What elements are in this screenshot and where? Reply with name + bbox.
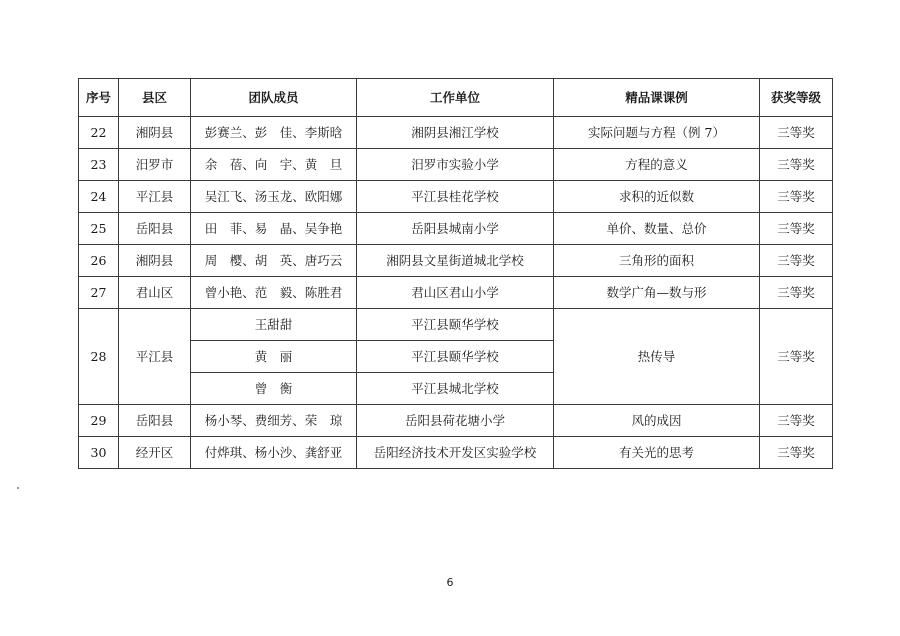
header-cell-lesson: 精品课课例 xyxy=(554,79,760,117)
cell-lesson: 风的成因 xyxy=(554,405,760,437)
cell-award: 三等奖 xyxy=(760,245,833,277)
cell-award: 三等奖 xyxy=(760,213,833,245)
cell-lesson: 三角形的面积 xyxy=(554,245,760,277)
cell-unit: 岳阳经济技术开发区实验学校 xyxy=(357,437,554,469)
cell-unit: 岳阳县荷花塘小学 xyxy=(357,405,554,437)
cell-members: 周 樱、胡 英、唐巧云 xyxy=(191,245,357,277)
cell-county: 湘阴县 xyxy=(119,245,191,277)
cell-members: 曾小艳、范 毅、陈胜君 xyxy=(191,277,357,309)
table-row xyxy=(79,405,833,437)
cell-members: 彭赛兰、彭 佳、李斯晗 xyxy=(191,117,357,149)
cell-county: 湘阴县 xyxy=(119,117,191,149)
cell-unit: 平江县颐华学校 xyxy=(357,341,554,373)
cell-number: 26 xyxy=(79,245,119,277)
cell-number: 27 xyxy=(79,277,119,309)
cell-award: 三等奖 xyxy=(760,149,833,181)
cell-members: 吴江飞、汤玉龙、欧阳娜 xyxy=(191,181,357,213)
cell-unit: 湘阴县文星街道城北学校 xyxy=(357,245,554,277)
header-cell-number: 序号 xyxy=(79,79,119,117)
scan-speck xyxy=(17,487,19,489)
table-body xyxy=(79,117,833,469)
cell-number: 23 xyxy=(79,149,119,181)
cell-county: 汨罗市 xyxy=(119,149,191,181)
cell-lesson: 有关光的思考 xyxy=(554,437,760,469)
cell-lesson: 实际问题与方程（例 7） xyxy=(554,117,760,149)
table-row xyxy=(79,149,833,181)
cell-award: 三等奖 xyxy=(760,309,833,405)
cell-award: 三等奖 xyxy=(760,181,833,213)
cell-unit: 君山区君山小学 xyxy=(357,277,554,309)
page-number: 6 xyxy=(446,576,454,589)
table-row xyxy=(79,181,833,213)
cell-award: 三等奖 xyxy=(760,405,833,437)
cell-members: 付烨琪、杨小沙、龚舒亚 xyxy=(191,437,357,469)
table-row xyxy=(79,245,833,277)
cell-county: 岳阳县 xyxy=(119,405,191,437)
header-cell-members: 团队成员 xyxy=(191,79,357,117)
cell-award: 三等奖 xyxy=(760,117,833,149)
cell-lesson: 单价、数量、总价 xyxy=(554,213,760,245)
cell-number: 22 xyxy=(79,117,119,149)
cell-number: 29 xyxy=(79,405,119,437)
cell-lesson: 求积的近似数 xyxy=(554,181,760,213)
table-row xyxy=(79,277,833,309)
table-row xyxy=(79,213,833,245)
cell-unit: 汨罗市实验小学 xyxy=(357,149,554,181)
cell-lesson: 方程的意义 xyxy=(554,149,760,181)
cell-county: 君山区 xyxy=(119,277,191,309)
cell-lesson: 热传导 xyxy=(554,309,760,405)
cell-award: 三等奖 xyxy=(760,277,833,309)
table-row xyxy=(79,437,833,469)
cell-award: 三等奖 xyxy=(760,437,833,469)
cell-county: 平江县 xyxy=(119,309,191,405)
awards-table xyxy=(78,78,833,469)
cell-county: 平江县 xyxy=(119,181,191,213)
table-row xyxy=(79,117,833,149)
cell-members: 王甜甜 xyxy=(191,309,357,341)
cell-members: 黄 丽 xyxy=(191,341,357,373)
cell-members: 田 菲、易 晶、吴争艳 xyxy=(191,213,357,245)
table-row xyxy=(79,309,833,341)
cell-number: 30 xyxy=(79,437,119,469)
cell-unit: 平江县城北学校 xyxy=(357,373,554,405)
cell-county: 经开区 xyxy=(119,437,191,469)
cell-members: 杨小琴、费细芳、荣 琼 xyxy=(191,405,357,437)
header-cell-county: 县区 xyxy=(119,79,191,117)
cell-number: 25 xyxy=(79,213,119,245)
cell-number: 28 xyxy=(79,309,119,405)
cell-number: 24 xyxy=(79,181,119,213)
cell-unit: 岳阳县城南小学 xyxy=(357,213,554,245)
header-cell-unit: 工作单位 xyxy=(357,79,554,117)
cell-unit: 平江县桂花学校 xyxy=(357,181,554,213)
cell-lesson: 数学广角—数与形 xyxy=(554,277,760,309)
cell-unit: 平江县颐华学校 xyxy=(357,309,554,341)
cell-county: 岳阳县 xyxy=(119,213,191,245)
header-cell-award: 获奖等级 xyxy=(760,79,833,117)
cell-members: 曾 衡 xyxy=(191,373,357,405)
cell-members: 余 蓓、向 宇、黄 旦 xyxy=(191,149,357,181)
table-header-row xyxy=(79,79,833,117)
cell-unit: 湘阴县湘江学校 xyxy=(357,117,554,149)
